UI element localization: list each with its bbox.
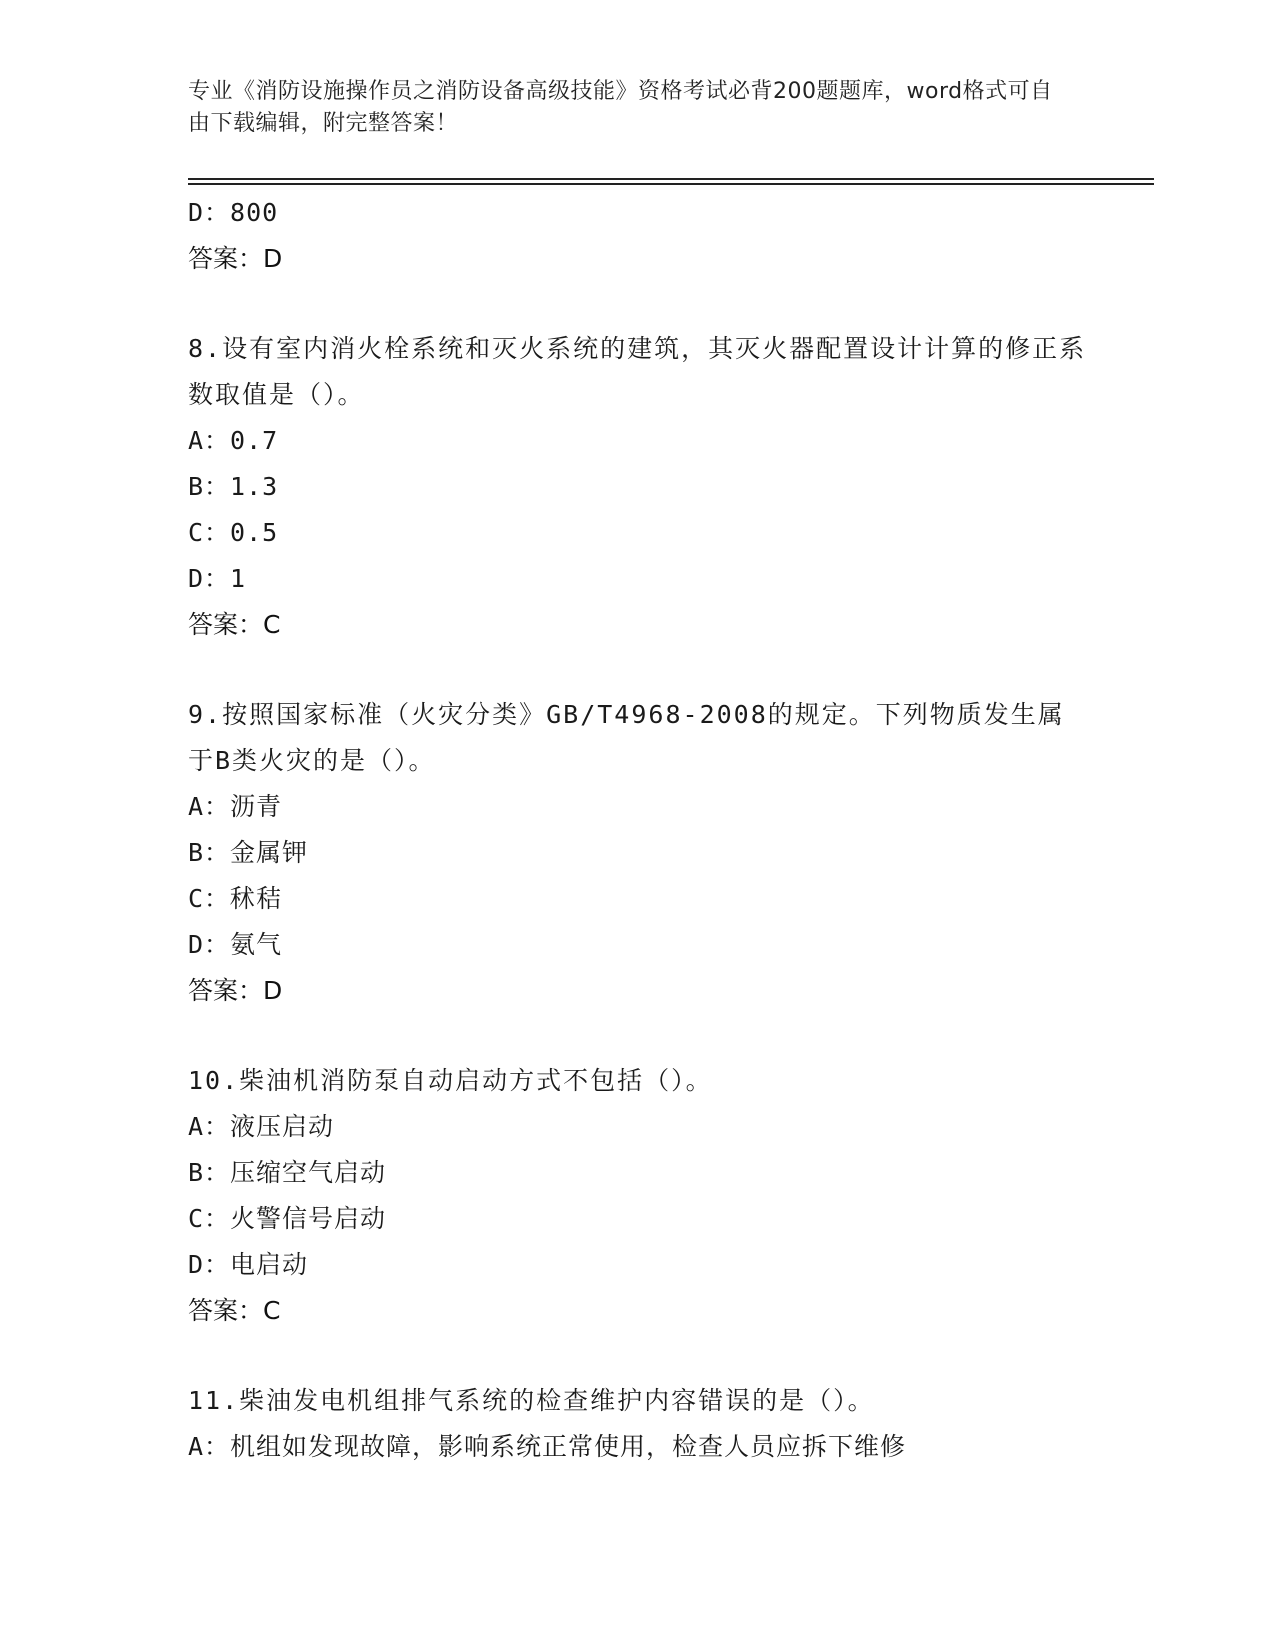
question-list xyxy=(188,190,1148,1470)
question-stem: 11.柴油发电机组排气系统的检查维护内容错误的是（）。 xyxy=(188,1386,875,1415)
question-8 xyxy=(188,326,1148,648)
option-c: C：0.5 xyxy=(188,518,279,547)
answer-line: 答案：C xyxy=(188,610,281,639)
option-a: A：机组如发现故障，影响系统正常使用，检查人员应拆下维修 xyxy=(188,1432,907,1461)
option-d: D：800 xyxy=(188,198,279,227)
question-11 xyxy=(188,1378,1148,1470)
header-divider-bottom xyxy=(188,183,1154,185)
option-c: C：秫秸 xyxy=(188,884,283,913)
option-a: A：沥青 xyxy=(188,792,283,821)
document-header: 专业《消防设施操作员之消防设备高级技能》资格考试必背200题题库，word格式可自由下载编辑，附完整答案！ xyxy=(188,79,1053,136)
option-b: B：金属钾 xyxy=(188,838,309,867)
option-b: B：1.3 xyxy=(188,472,279,501)
question-stem: 10.柴油机消防泵自动启动方式不包括（）。 xyxy=(188,1066,713,1095)
option-b: B：压缩空气启动 xyxy=(188,1158,387,1187)
option-d: D：氨气 xyxy=(188,930,283,959)
answer-line: 答案：C xyxy=(188,1296,281,1325)
answer-line: 答案：D xyxy=(188,976,283,1005)
option-a: A：液压启动 xyxy=(188,1112,335,1141)
header-divider-top xyxy=(188,178,1154,180)
question-stem: 9.按照国家标准（火灾分类》GB/T4968-2008的规定。下列物质发生属于B类火灾的是（）。 xyxy=(188,700,1065,775)
answer-line: 答案：D xyxy=(188,244,283,273)
option-d: D：电启动 xyxy=(188,1250,309,1279)
question-stem: 8.设有室内消火栓系统和灭火系统的建筑，其灭火器配置设计计算的修正系数取值是（）。 xyxy=(188,334,1087,409)
question-9 xyxy=(188,692,1148,1014)
question-10 xyxy=(188,1058,1148,1334)
option-d: D：1 xyxy=(188,564,247,593)
option-c: C：火警信号启动 xyxy=(188,1204,387,1233)
option-a: A：0.7 xyxy=(188,426,279,455)
